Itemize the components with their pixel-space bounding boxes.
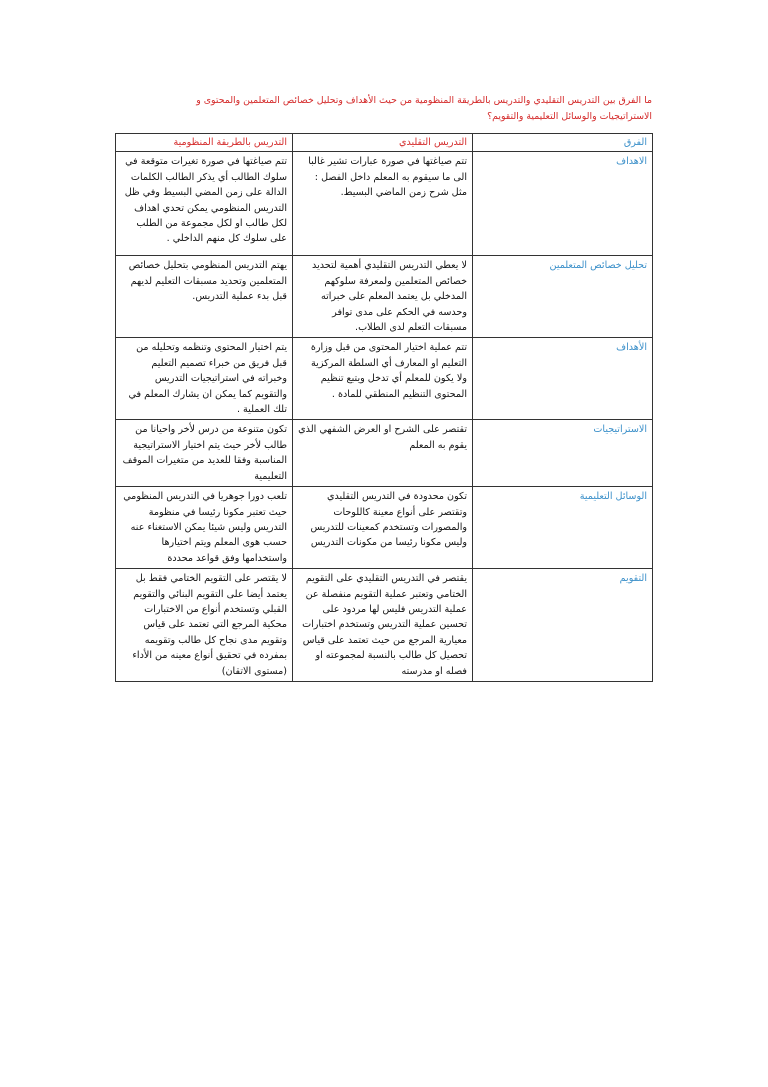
table-row bbox=[116, 256, 653, 338]
header-traditional: التدريس التقليدي bbox=[293, 134, 473, 152]
row-label: الاهداف bbox=[473, 152, 653, 256]
header-difference: الفرق bbox=[473, 134, 653, 152]
table-row bbox=[116, 338, 653, 420]
question-title-line-1: ما الفرق بين التدريس التقليدي والتدريس بالطريقة المنظومية من حيث الأهداف وتحليل خصائص المتعلمين والمحتوى و bbox=[196, 95, 652, 106]
question-title-line-2: الاستراتيجيات والوسائل التعليمية والتقويم؟ bbox=[487, 111, 652, 122]
row-label: التقويم bbox=[473, 569, 653, 682]
question-title bbox=[112, 93, 652, 125]
table-row bbox=[116, 420, 653, 487]
traditional-cell: تقتصر على الشرح او العرض الشفهي الذي يقوم به المعلم bbox=[293, 420, 473, 487]
traditional-cell: لا يعطي التدريس التقليدي أهمية لتحديد خصائص المتعلمين ولمعرفة سلوكهم المدخلي بل يعتمد المعلم على خبراته وحدسه في الحكم على مدى توافر مسبقات التعلم لدى الطلاب. bbox=[293, 256, 473, 338]
systemic-cell: يتم اختيار المحتوى وتنظمه وتحليله من قبل فريق من خبراء تصميم التعليم وخبراته في استراتيجيات التدريس والتقويم كما يمكن ان يشارك المعلم في تلك العملية . bbox=[116, 338, 293, 420]
header-systemic: التدريس بالطريقة المنظومية bbox=[116, 134, 293, 152]
traditional-cell: تتم صياغتها في صورة عبارات تشير غالبا الى ما سيقوم به المعلم داخل الفصل : مثل شرح زمن الماضي البسيط. bbox=[293, 152, 473, 256]
row-label: الوسائل التعليمية bbox=[473, 487, 653, 569]
table-row bbox=[116, 152, 653, 256]
systemic-cell: لا يقتصر على التقويم الختامي فقط بل يعتمد أيضا على التقويم البنائي والتقويم القبلي وتستخدم أنواع من الاختبارات محكية المرجع التي تعتمد على قياس وتقويم مدى نجاح كل طالب وتقويمه بمفرده في تحقيق أنواع معينه من الأداء (مستوى الاتقان) bbox=[116, 569, 293, 682]
table-row bbox=[116, 569, 653, 682]
traditional-cell: تتم عملية اختيار المحتوى من قبل وزارة التعليم او المعارف أي السلطة المركزية ولا يكون للمعلم أي تدخل ويتبع تنظيم المحتوى التنظيم المنطقي للمادة . bbox=[293, 338, 473, 420]
comparison-table bbox=[115, 133, 653, 682]
systemic-cell: تكون متنوعة من درس لأخر واحيانا من طالب لأخر حيث يتم اختيار الاستراتيجية المناسبة وفقا للعديد من متغيرات الموقف التعليمية bbox=[116, 420, 293, 487]
row-label: الأهداف bbox=[473, 338, 653, 420]
traditional-cell: يقتصر في التدريس التقليدي على التقويم الختامي وتعتبر عملية التقويم منفصلة عن عملية التدريس فليس لها مردود على تحسين عملية التدريس وتستخدم اختبارات معيارية المرجع من حيث تعتمد على قياس تحصيل كل طالب بالنسبة لمجموعته او فصله او مدرسته bbox=[293, 569, 473, 682]
row-label: الاستراتيجيات bbox=[473, 420, 653, 487]
table-row bbox=[116, 487, 653, 569]
row-label: تحليل خصائص المتعلمين bbox=[473, 256, 653, 338]
traditional-cell: تكون محدودة في التدريس التقليدي وتقتصر على أنواع معينة كاللوحات والمصورات وتستخدم كمعينات للتدريس وليس مكونا رئيسا من مكونات التدريس bbox=[293, 487, 473, 569]
systemic-cell: تلعب دورا جوهريا في التدريس المنظومي حيث تعتبر مكونا رئيسا في منظومة التدريس وليس شيئا يمكن الاستغناء عنه حسب هوى المعلم ويتم اختيارها واستخدامها وفق قواعد محددة bbox=[116, 487, 293, 569]
systemic-cell: يهتم التدريس المنظومي بتحليل خصائص المتعلمين وتحديد مسبقات التعليم لديهم قبل بدء عملية التدريس. bbox=[116, 256, 293, 338]
systemic-cell: تتم صياغتها في صورة تغيرات متوقعة في سلوك الطالب أي يذكر الطالب الكلمات الدالة على زمن المضي البسيط وفي ظل التدريس المنظومي يمكن تحدي اهداف لكل طالب او لكل مجموعة من الطلب على سلوك كل منهم الداخلي . bbox=[116, 152, 293, 256]
table-header-row bbox=[116, 134, 653, 152]
